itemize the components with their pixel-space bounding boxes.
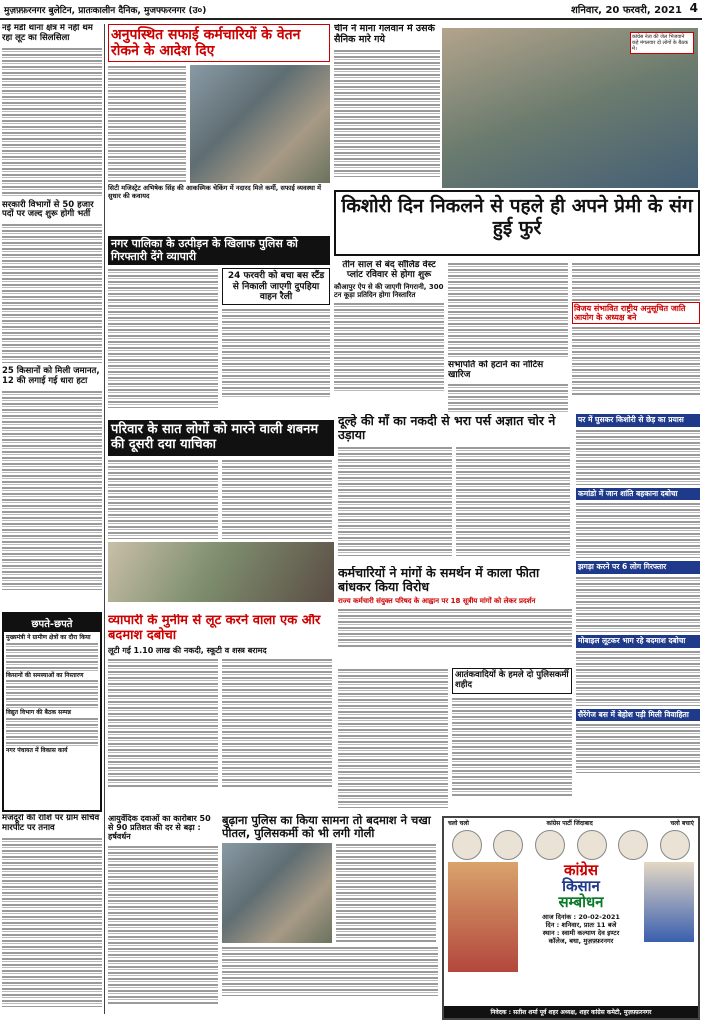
article2-photo-caption: कांग्रेस नेता की जेल भिजवाने कहे मंगलवार दो लोगों के बैठक में।	[630, 32, 694, 54]
article-waste-plant	[334, 260, 444, 416]
article-traders	[108, 236, 330, 418]
leader-photo	[660, 830, 690, 860]
leader-photo	[535, 830, 565, 860]
banner-headline: किशोरी दिन निकलने से पहले ही अपने प्रेमी के संग हुई फुर्र	[341, 195, 693, 239]
chappe-item: मुख्यमंत्री ने ग्रामीण क्षेत्रों का दौरा किया	[6, 634, 91, 641]
leader-photo	[493, 830, 523, 860]
masthead-strip	[0, 0, 702, 20]
chappe-item: विद्युत विभाग की बैठक सम्पन्न	[6, 709, 71, 716]
issue-date: शनिवार, 20 फरवरी, 2021	[570, 5, 682, 16]
col1-bottom-story	[2, 814, 102, 1019]
article5-headline: परिवार के सात लोगों को मारने वाली शबनम की दूसरी दया याचिका	[108, 420, 334, 456]
col1-headline-2: सरकारी विभागों से 50 हजार पदों पर जल्द शुरू होगी भर्ती	[2, 199, 94, 220]
ad-photo-right	[644, 862, 694, 942]
col1-headline-1: नई मंडी थाना क्षेत्र में नहीं थम रहा लूट का सिलसिला	[2, 24, 93, 43]
side3-headline-3: झगड़ा करने पर 6 लोग गिरफ्तार	[576, 561, 700, 574]
ad-top-center: कांग्रेस पार्टी जिंदाबाद	[546, 820, 593, 827]
leader-photo	[452, 830, 482, 860]
side1-headline: सभापति को हटाने का नोटिस खारिज	[448, 360, 544, 381]
article-china	[334, 24, 440, 190]
chappe-item: किसानों की समस्याओं का निस्तारण	[6, 671, 84, 679]
article4-sub: कौआपुर ऐप से की जाएगी निगरानी, 300 टन कूड़ा प्रतिदिन होगा निस्तारित	[334, 282, 444, 299]
article1-photo	[190, 65, 330, 183]
article10-headline: बुढ़ाना पुलिस का किया सामना तो बदमाश ने चखा पीतल, पुलिसकर्मी को भी लगी गोली	[222, 814, 431, 841]
ad-title-1: कांग्रेस	[563, 861, 598, 879]
col1-headline-4: मजदूरों की राशि पर ग्राम सचिव मारपीट पर तनाव	[2, 814, 100, 833]
article7-body	[338, 668, 448, 808]
article7-headline: कर्मचारियों ने मांगों के समर्थन में काला फीता बांधकर किया विरोध	[338, 566, 540, 595]
col1-headline-3: 25 किसानों को मिली जमानत, 12 की लगाई गई धारा हटा	[2, 366, 100, 386]
article8-sub: लूटी गई 1.10 लाख की नकदी, स्कूटी व शस्त्र बरामद	[108, 645, 267, 655]
column-rule	[104, 24, 105, 1014]
ad-top-right: चलो बचाएं	[670, 820, 694, 827]
chappe-item: नगर पंचायत में विकास कार्य	[6, 746, 68, 754]
ad-photo-left	[448, 862, 518, 972]
side3-headline-5: सैरेंगेज बस में बेहोश पड़ी मिली विवाहिता	[576, 709, 700, 722]
article4-headline: तीन साल से बंद सॉलिड वेस्ट प्लांट रविवार से होगा शुरू	[342, 260, 436, 281]
article10-photo	[222, 843, 332, 943]
article-sanitation	[108, 24, 330, 234]
article8-headline: व्यापारी के मुनीम से लूट करने वाला एक और बदमाश दबोचा	[108, 614, 321, 643]
article7-sub: राज्य कर्मचारी संयुक्त परिषद के आह्वान पर 18 सूत्रीय मांगों को लेकर प्रदर्शन	[338, 596, 536, 605]
side3-headline-4: मोबाइल लूटकर भाग रहे बदमाश दबोचा	[576, 635, 700, 648]
banner-body	[448, 262, 568, 358]
col1-body-3	[2, 390, 102, 590]
article-ayurveda	[108, 814, 218, 1019]
article-munim	[108, 614, 334, 810]
side1	[448, 360, 568, 412]
article3-box: 24 फरवरी को बचा बस स्टैंड से निकाली जाएगी दुपहिया वाहन रैली	[222, 268, 330, 305]
ad-date: आज दिनांक : 20-02-2021	[542, 913, 620, 921]
ad-footer: निवेदक : सतीश शर्मा पूर्व शहर अध्यक्ष, शहर कांग्रेस कमेटी, मुज़फ़्फ़रनगर	[444, 1006, 698, 1018]
article-shabnam	[108, 420, 334, 610]
page-number: 4	[689, 1, 698, 15]
banner-story	[334, 190, 700, 256]
side3-briefs	[576, 414, 700, 812]
left-column	[2, 24, 102, 610]
article-protest	[338, 566, 572, 666]
ad-title-3: सम्बोधन	[558, 893, 604, 911]
leader-photo	[618, 830, 648, 860]
article3-headline: नगर पालिका के उत्पीड़न के खिलाफ पुलिस को गिरफ्तारी देंगे व्यापारी	[108, 236, 330, 265]
article1-caption: सिटी मजिस्ट्रेट अभिषेक सिंह की आकस्मिक चेकिंग में नदारद मिले कर्मी, सफाई व्यवस्था में सुधार की कवायद	[108, 184, 322, 200]
leader-photo	[577, 830, 607, 860]
col1-body-2	[2, 223, 102, 363]
article6-headline: दूल्हे की माँ का नकदी से भरा पर्स अज्ञात चोर ने उड़ाया	[338, 414, 556, 443]
ad-day: दिन : शनिवार, प्रातः 11 बजे	[545, 921, 617, 929]
side3-headline-2: कमांडो में जान शांति बहकाना दबोचा	[576, 488, 700, 501]
article5-photo	[108, 542, 334, 602]
chappe-chappe-box	[2, 612, 102, 812]
article-budhana	[222, 814, 438, 1019]
ad-top-left: चलो चलो	[448, 820, 469, 827]
col1-body-1	[2, 47, 102, 197]
congress-ad	[442, 816, 700, 1020]
ad-title-2: किसान	[562, 877, 600, 895]
article-theft	[338, 414, 572, 564]
side4	[452, 668, 572, 808]
side3-headline-1: पर में घुसकर किशोरी से छेड़ का प्रयास	[576, 414, 700, 427]
side4-headline: आतंकवादियों के हमले दो पुलिसकर्मी शहीद	[452, 668, 572, 694]
article1-headline: अनुपस्थित सफाई कर्मचारियों के वेतन रोकने के आदेश दिए	[108, 24, 330, 62]
paper-name: मुज़फ़्फ़रनगर बुलेटिन, प्रातःकालीन दैनिक, मुजफ्फरनगर (उ०)	[4, 6, 207, 16]
article9-headline: आयुर्वेदिक दवाओं का कारोबार 50 से 90 प्रतिशत की दर से बढ़ा : हर्षवर्धन	[108, 814, 211, 842]
ad-place-2: कॉलेज, बधा, मुज़फ़्फ़रनगर	[548, 937, 614, 945]
article2-photo	[442, 28, 698, 188]
side2	[572, 262, 700, 412]
chappe-title: छपते-छपते	[4, 614, 100, 632]
ad-place-1: स्थान : स्वामी कल्याण देव इण्टर	[542, 929, 620, 937]
article2-headline: चीन ने माना गलवान में उसके सैनिक मारे गये	[334, 24, 435, 45]
side2-headline: विजय संभावित राष्ट्रीय अनुसूचित जाति आयोग के अध्यक्ष बने	[572, 302, 700, 324]
